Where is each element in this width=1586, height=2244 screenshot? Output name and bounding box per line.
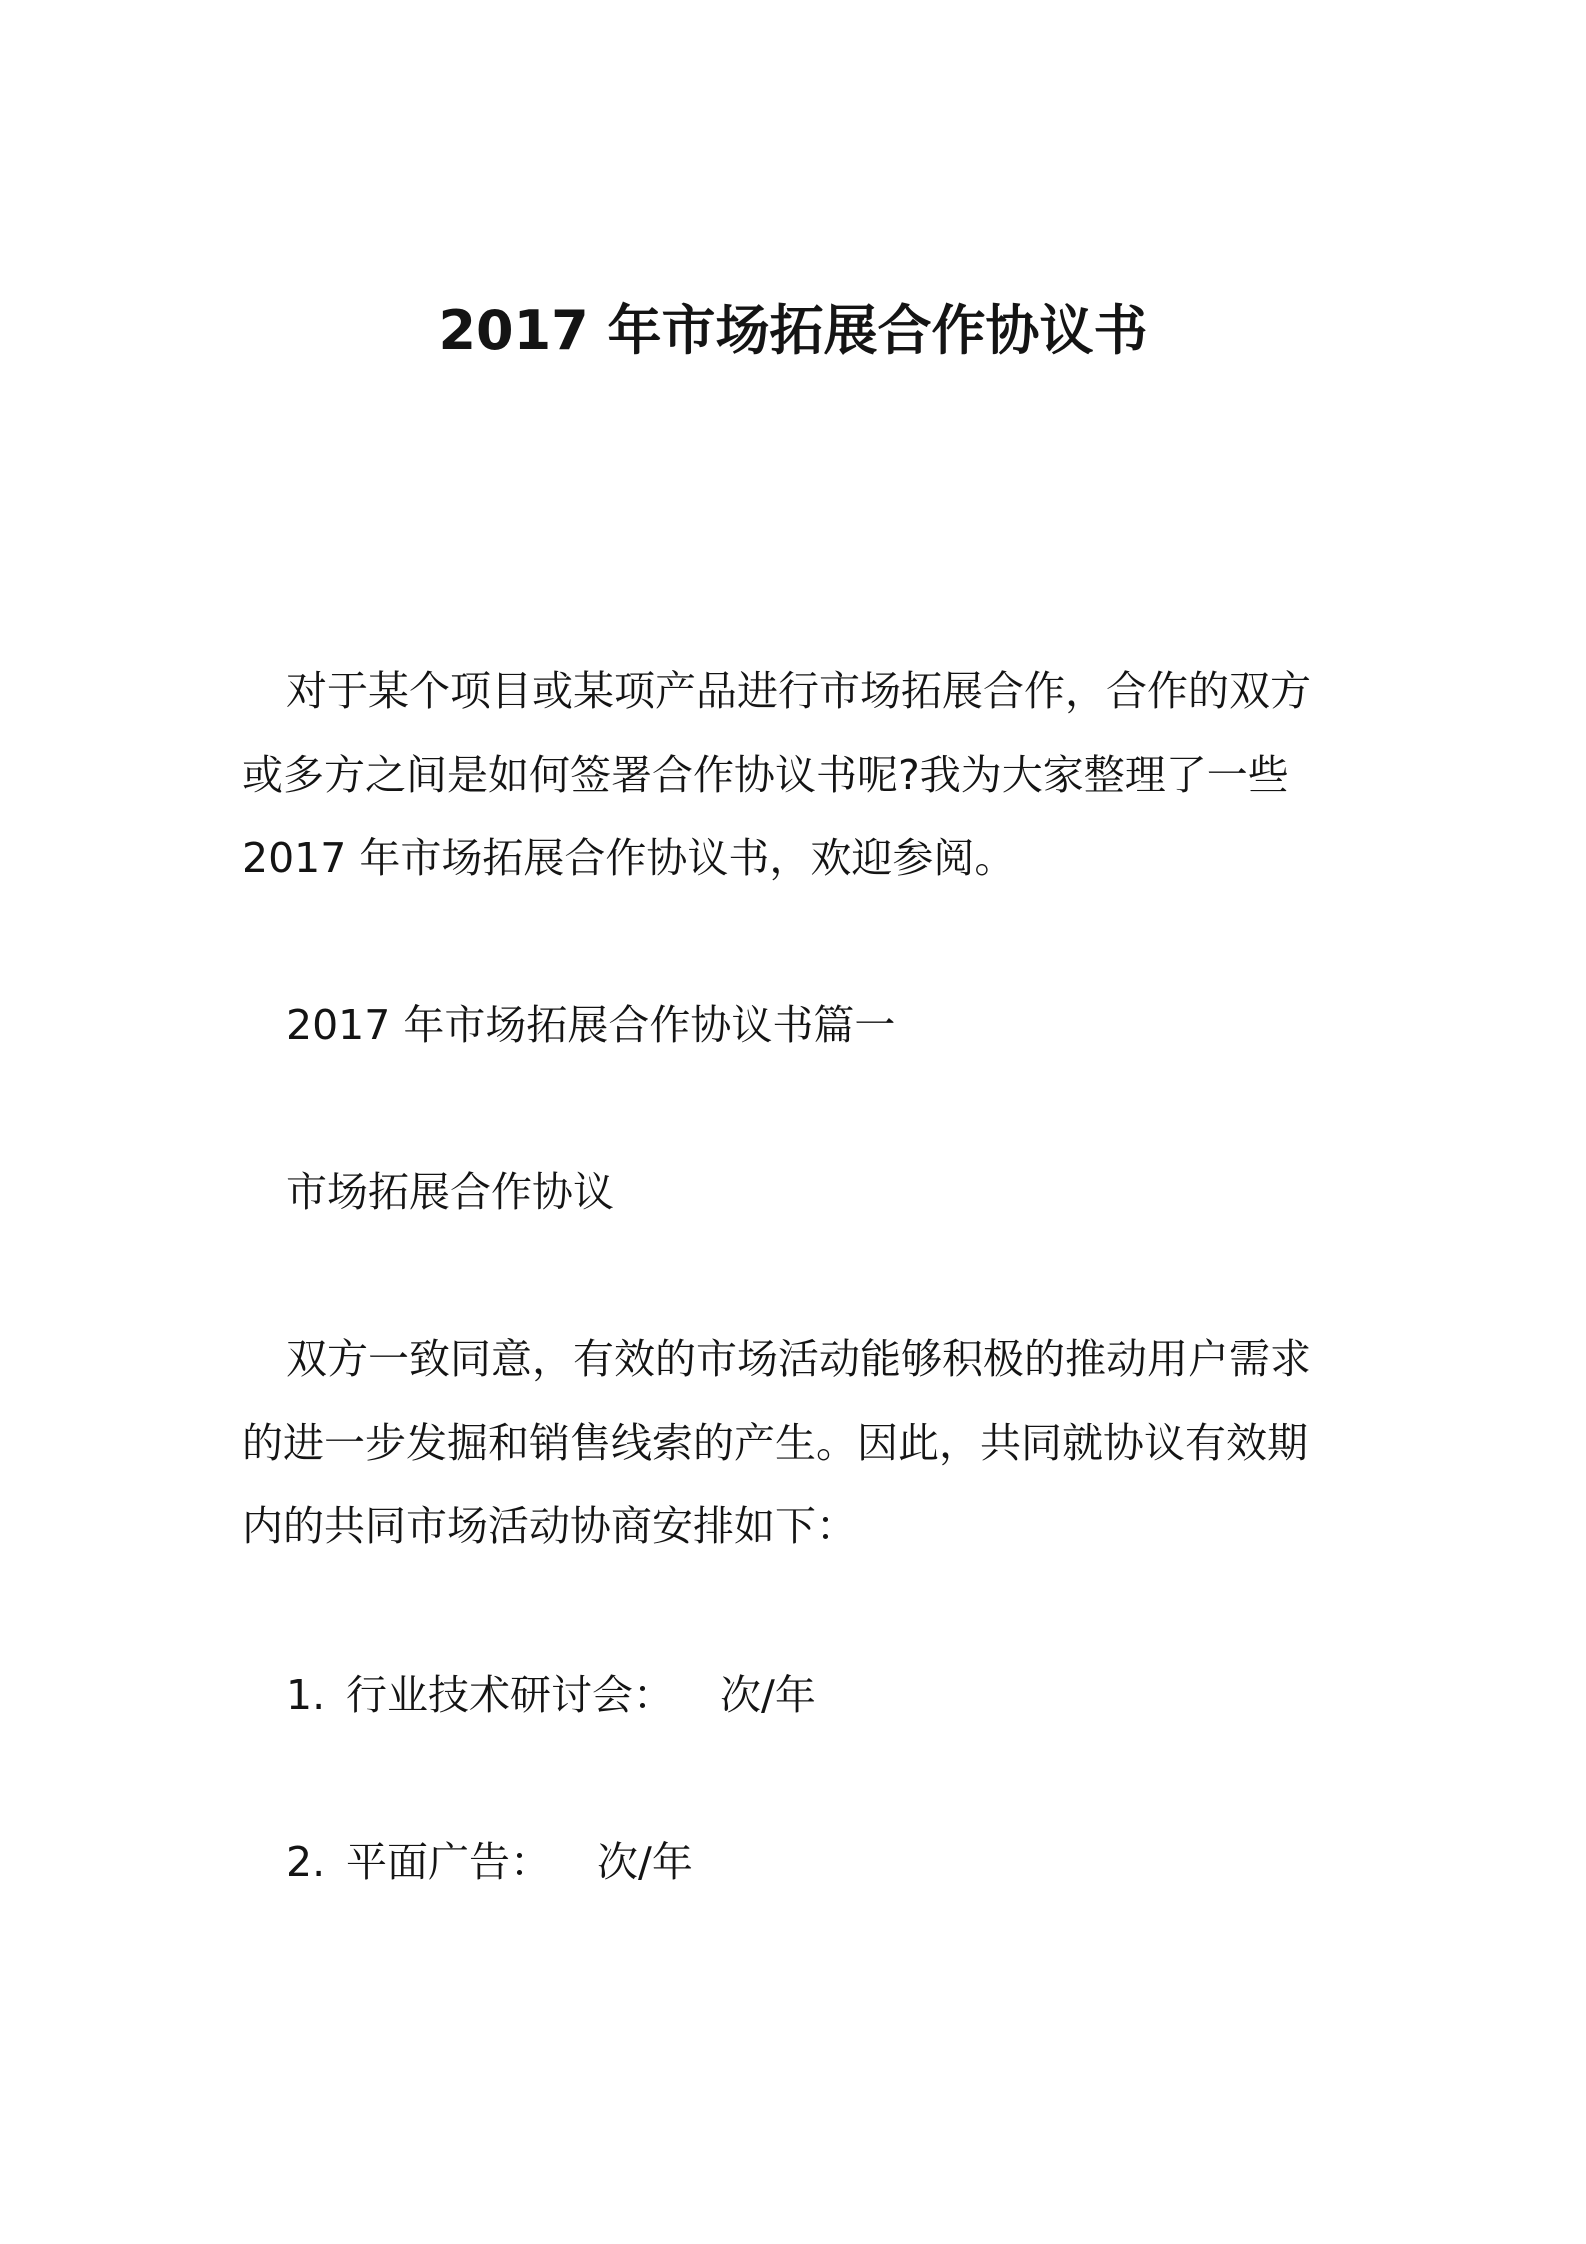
list-item: [286, 1673, 816, 1717]
agreement-heading: 市场拓展合作协议: [286, 1168, 614, 1216]
intro-line-1: 对于某个项目或某项产品进行市场拓展合作，合作的双方: [286, 667, 1311, 715]
list-item-label: 平面广告：: [346, 1838, 551, 1886]
intro-line-2: 或多方之间是如何签署合作协议书呢?我为大家整理了一些: [242, 751, 1289, 799]
list-item-value: 次/年: [597, 1838, 693, 1886]
agreement-line-3: 内的共同市场活动协商安排如下：: [242, 1502, 857, 1550]
section-heading: 2017 年市场拓展合作协议书篇一: [286, 1001, 896, 1049]
agreement-line-2: 的进一步发掘和销售线索的产生。因此，共同就协议有效期: [242, 1419, 1308, 1467]
list-item-label: 行业技术研讨会：: [346, 1671, 674, 1719]
agreement-line-1: 双方一致同意，有效的市场活动能够积极的推动用户需求: [286, 1335, 1311, 1383]
list-item: [286, 1840, 693, 1884]
document-title: 2017 年市场拓展合作协议书: [438, 299, 1148, 362]
intro-line-3: 2017 年市场拓展合作协议书，欢迎参阅。: [242, 834, 1016, 882]
list-item-number: 2.: [286, 1838, 326, 1886]
list-item-value: 次/年: [720, 1671, 816, 1719]
list-item-number: 1.: [286, 1671, 326, 1719]
